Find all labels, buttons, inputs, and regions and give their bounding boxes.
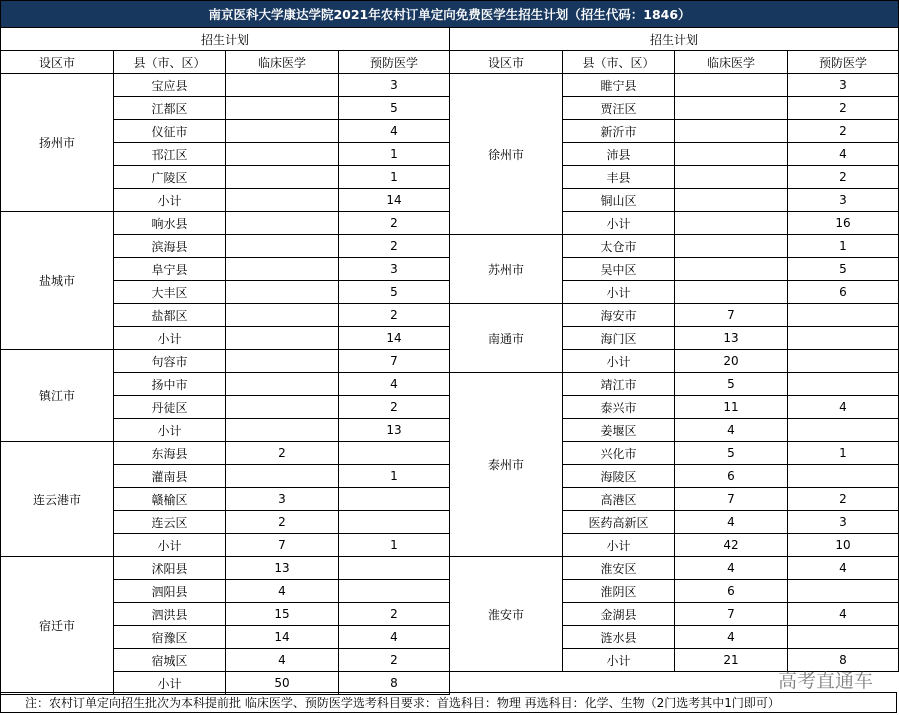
clinical-count: 13 [675, 327, 788, 350]
county-name: 泗洪县 [114, 603, 226, 626]
clinical-count: 50 [226, 672, 339, 695]
preventive-count [788, 327, 899, 350]
clinical-count [226, 166, 339, 189]
county-name: 东海县 [114, 442, 226, 465]
clinical-count [226, 396, 339, 419]
preventive-count: 4 [339, 373, 450, 396]
header-clinical: 临床医学 [226, 51, 339, 74]
county-name: 滨海县 [114, 235, 226, 258]
clinical-count: 21 [675, 649, 788, 672]
preventive-count [788, 419, 899, 442]
preventive-count [788, 580, 899, 603]
county-name: 小计 [563, 212, 675, 235]
clinical-count [675, 143, 788, 166]
county-name: 小计 [563, 649, 675, 672]
preventive-count [788, 304, 899, 327]
preventive-count: 1 [339, 143, 450, 166]
plan-label-right: 招生计划 [450, 28, 899, 51]
header-clinical: 临床医学 [675, 51, 788, 74]
clinical-count [226, 350, 339, 373]
clinical-count [675, 120, 788, 143]
city-name: 镇江市 [1, 350, 114, 442]
county-name: 兴化市 [563, 442, 675, 465]
preventive-count: 3 [788, 189, 899, 212]
clinical-count [226, 212, 339, 235]
clinical-count: 7 [226, 534, 339, 557]
county-name: 丹徒区 [114, 396, 226, 419]
city-name: 盐城市 [1, 212, 114, 350]
preventive-count: 4 [788, 143, 899, 166]
county-name: 淮阴区 [563, 580, 675, 603]
county-name: 连云区 [114, 511, 226, 534]
table-row [1, 557, 899, 580]
table-row [1, 74, 899, 97]
preventive-count: 10 [788, 534, 899, 557]
preventive-count: 2 [788, 488, 899, 511]
preventive-count: 2 [339, 235, 450, 258]
clinical-count [226, 327, 339, 350]
city-name: 连云港市 [1, 442, 114, 557]
clinical-count [675, 235, 788, 258]
clinical-count [675, 74, 788, 97]
clinical-count [226, 258, 339, 281]
preventive-count: 3 [339, 258, 450, 281]
preventive-count: 14 [339, 327, 450, 350]
preventive-count: 14 [339, 189, 450, 212]
header-city: 设区市 [1, 51, 114, 74]
preventive-count: 16 [788, 212, 899, 235]
preventive-count: 8 [788, 649, 899, 672]
preventive-count: 5 [339, 97, 450, 120]
clinical-count [226, 235, 339, 258]
county-name: 仪征市 [114, 120, 226, 143]
header-preventive: 预防医学 [788, 51, 899, 74]
county-name: 灌南县 [114, 465, 226, 488]
city-name: 徐州市 [450, 74, 563, 235]
clinical-count: 4 [675, 511, 788, 534]
preventive-count: 1 [788, 442, 899, 465]
county-name: 宝应县 [114, 74, 226, 97]
preventive-count [788, 465, 899, 488]
clinical-count [675, 258, 788, 281]
preventive-count: 4 [788, 603, 899, 626]
preventive-count: 8 [339, 672, 450, 695]
preventive-count: 2 [339, 304, 450, 327]
county-name: 广陵区 [114, 166, 226, 189]
county-name: 小计 [563, 534, 675, 557]
clinical-count [226, 189, 339, 212]
county-name: 丰县 [563, 166, 675, 189]
county-name: 大丰区 [114, 281, 226, 304]
county-name: 江都区 [114, 97, 226, 120]
clinical-count: 42 [675, 534, 788, 557]
county-name: 睢宁县 [563, 74, 675, 97]
preventive-count: 2 [339, 649, 450, 672]
clinical-count: 4 [675, 626, 788, 649]
clinical-count: 20 [675, 350, 788, 373]
county-name: 沛县 [563, 143, 675, 166]
preventive-count: 2 [339, 396, 450, 419]
header-preventive: 预防医学 [339, 51, 450, 74]
clinical-count [226, 97, 339, 120]
clinical-count [675, 97, 788, 120]
clinical-count [226, 419, 339, 442]
city-name: 淮安市 [450, 557, 563, 672]
county-name: 宿豫区 [114, 626, 226, 649]
county-name: 医药高新区 [563, 511, 675, 534]
county-name: 小计 [114, 534, 226, 557]
clinical-count: 2 [226, 511, 339, 534]
preventive-count: 2 [339, 212, 450, 235]
preventive-count: 1 [339, 465, 450, 488]
county-name: 小计 [114, 672, 226, 695]
county-name: 宿城区 [114, 649, 226, 672]
clinical-count: 4 [226, 580, 339, 603]
clinical-count [226, 281, 339, 304]
county-name: 句容市 [114, 350, 226, 373]
header-city: 设区市 [450, 51, 563, 74]
table-row [1, 373, 899, 396]
county-name: 小计 [563, 350, 675, 373]
county-name: 淮安区 [563, 557, 675, 580]
preventive-count: 1 [788, 235, 899, 258]
preventive-count: 2 [788, 120, 899, 143]
clinical-count [226, 120, 339, 143]
clinical-count: 5 [675, 373, 788, 396]
preventive-count [788, 626, 899, 649]
county-name: 高港区 [563, 488, 675, 511]
preventive-count: 4 [788, 557, 899, 580]
preventive-count [339, 511, 450, 534]
clinical-count [226, 304, 339, 327]
county-name: 沭阳县 [114, 557, 226, 580]
table-row [1, 304, 899, 327]
clinical-count [675, 281, 788, 304]
clinical-count: 6 [675, 580, 788, 603]
clinical-count [675, 212, 788, 235]
preventive-count: 3 [788, 74, 899, 97]
clinical-count: 5 [675, 442, 788, 465]
preventive-count: 1 [339, 166, 450, 189]
preventive-count: 2 [339, 603, 450, 626]
clinical-count: 4 [675, 419, 788, 442]
clinical-count: 6 [675, 465, 788, 488]
county-name: 泗阳县 [114, 580, 226, 603]
preventive-count [339, 580, 450, 603]
county-name: 涟水县 [563, 626, 675, 649]
preventive-count: 6 [788, 281, 899, 304]
county-name: 铜山区 [563, 189, 675, 212]
preventive-count [339, 557, 450, 580]
header-county: 县（市、区） [563, 51, 675, 74]
clinical-count: 7 [675, 488, 788, 511]
county-name: 阜宁县 [114, 258, 226, 281]
clinical-count: 3 [226, 488, 339, 511]
city-name: 泰州市 [450, 373, 563, 557]
city-name: 扬州市 [1, 74, 114, 212]
clinical-count: 14 [226, 626, 339, 649]
county-name: 小计 [114, 327, 226, 350]
county-name: 扬中市 [114, 373, 226, 396]
city-name: 苏州市 [450, 235, 563, 304]
header-county: 县（市、区） [114, 51, 226, 74]
clinical-count: 7 [675, 304, 788, 327]
preventive-count: 1 [339, 534, 450, 557]
preventive-count: 13 [339, 419, 450, 442]
clinical-count [675, 189, 788, 212]
county-name: 贾汪区 [563, 97, 675, 120]
county-name: 海门区 [563, 327, 675, 350]
clinical-count [226, 465, 339, 488]
county-name: 小计 [114, 419, 226, 442]
table-title: 南京医科大学康达学院2021年农村订单定向免费医学生招生计划（招生代码：1846） [1, 1, 899, 28]
county-name: 新沂市 [563, 120, 675, 143]
county-name: 盐都区 [114, 304, 226, 327]
clinical-count: 11 [675, 396, 788, 419]
clinical-count: 4 [675, 557, 788, 580]
preventive-count: 5 [339, 281, 450, 304]
clinical-count: 7 [675, 603, 788, 626]
preventive-count: 4 [339, 120, 450, 143]
preventive-count [339, 442, 450, 465]
city-name: 南通市 [450, 304, 563, 373]
preventive-count: 2 [788, 97, 899, 120]
plan-label-left: 招生计划 [1, 28, 450, 51]
county-name: 泰兴市 [563, 396, 675, 419]
preventive-count [788, 373, 899, 396]
table-row [1, 235, 899, 258]
preventive-count [788, 350, 899, 373]
county-name: 小计 [114, 189, 226, 212]
clinical-count: 15 [226, 603, 339, 626]
county-name: 靖江市 [563, 373, 675, 396]
clinical-count: 4 [226, 649, 339, 672]
clinical-count [226, 373, 339, 396]
preventive-count: 3 [339, 74, 450, 97]
clinical-count [226, 74, 339, 97]
preventive-count: 2 [788, 166, 899, 189]
county-name: 赣榆区 [114, 488, 226, 511]
clinical-count [226, 143, 339, 166]
clinical-count [675, 166, 788, 189]
county-name: 海安市 [563, 304, 675, 327]
county-name: 响水县 [114, 212, 226, 235]
county-name: 邗江区 [114, 143, 226, 166]
preventive-count: 4 [788, 396, 899, 419]
clinical-count: 2 [226, 442, 339, 465]
county-name: 小计 [563, 281, 675, 304]
county-name: 金湖县 [563, 603, 675, 626]
county-name: 太仓市 [563, 235, 675, 258]
preventive-count: 5 [788, 258, 899, 281]
preventive-count: 4 [339, 626, 450, 649]
city-name: 宿迁市 [1, 557, 114, 695]
watermark: 高考直通车 [777, 670, 873, 692]
clinical-count: 13 [226, 557, 339, 580]
footer-note: 注：农村订单定向招生批次为本科提前批 临床医学、预防医学选考科目要求：首选科目：物理 再选科目：化学、生物（2门选考其中1门即可） [0, 692, 897, 713]
preventive-count: 7 [339, 350, 450, 373]
county-name: 海陵区 [563, 465, 675, 488]
county-name: 姜堰区 [563, 419, 675, 442]
preventive-count: 3 [788, 511, 899, 534]
preventive-count [339, 488, 450, 511]
county-name: 吴中区 [563, 258, 675, 281]
